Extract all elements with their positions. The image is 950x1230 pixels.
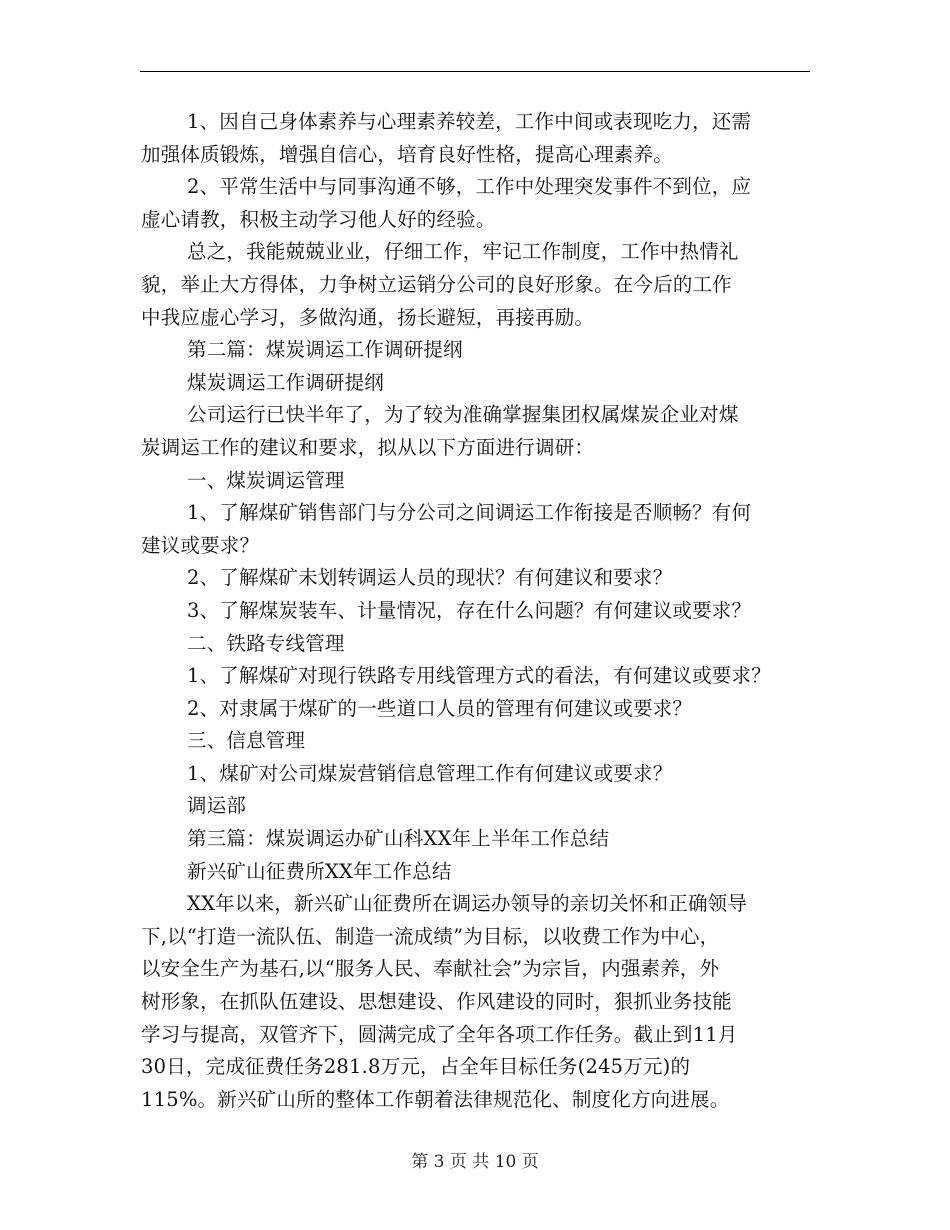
text-line: 建议或要求？ <box>141 533 260 557</box>
text-line: 加强体质锻炼，增强自信心，培育良好性格，提高心理素养。 <box>141 142 673 166</box>
text-line: 公司运行已快半年了，为了较为准确掌握集团权属煤炭企业对煤 <box>187 403 739 427</box>
text-line: 下,以“打造一流队伍、制造一流成绩”为目标，以收费工作为中心， <box>141 924 720 948</box>
text-line: 虚心请教，积极主动学习他人好的经验。 <box>141 207 496 231</box>
text-line: 二、铁路专线管理 <box>187 631 345 655</box>
text-line: 一、煤炭调运管理 <box>187 468 345 492</box>
text-line: 1、因自己身体素养与心理素养较差，工作中间或表现吃力，还需 <box>187 110 752 133</box>
text-line: 2、平常生活中与同事沟通不够，工作中处理突发事件不到位，应 <box>187 175 752 199</box>
text-line: 第三篇：煤炭调运办矿山科XX年上半年工作总结 <box>187 827 610 851</box>
text-line: 炭调运工作的建议和要求，拟从以下方面进行调研： <box>141 435 595 459</box>
document-body <box>141 106 821 1116</box>
text-line: 貌，举止大方得体，力争树立运销分公司的良好形象。在今后的工作 <box>141 272 733 296</box>
text-line: 1、了解煤矿销售部门与分公司之间调运工作衔接是否顺畅？有何 <box>187 501 752 525</box>
text-line: 调运部 <box>187 794 247 818</box>
text-line: 2、对隶属于煤矿的一些道口人员的管理有何建议或要求？ <box>187 696 693 720</box>
text-line: 2、了解煤矿未划转调运人员的现状？有何建议和要求？ <box>187 566 673 590</box>
text-line: 1、了解煤矿对现行铁路专用线管理方式的看法，有何建议或要求？ <box>187 664 771 688</box>
text-line: 新兴矿山征费所XX年工作总结 <box>187 859 452 883</box>
text-line: 中我应虚心学习，多做沟通，扬长避短，再接再励。 <box>141 305 595 329</box>
text-line: 第二篇：煤炭调运工作调研提纲 <box>187 338 463 362</box>
text-line: 115%。新兴矿山所的整体工作朝着法律规范化、制度化方向进展。 <box>141 1087 730 1111</box>
header-rule <box>140 71 810 72</box>
text-line: 煤炭调运工作调研提纲 <box>187 370 385 394</box>
text-line: 树形象，在抓队伍建设、思想建设、作风建设的同时，狠抓业务技能 <box>141 990 733 1014</box>
text-line: 1、煤矿对公司煤炭营销信息管理工作有何建议或要求？ <box>187 761 673 785</box>
text-line: 3、了解煤炭装车、计量情况，存在什么问题？有何建议或要求？ <box>187 598 752 622</box>
text-line: 总之，我能兢兢业业，仔细工作，牢记工作制度，工作中热情礼 <box>187 240 739 264</box>
text-line: 学习与提高，双管齐下，圆满完成了全年各项工作任务。截止到11月 <box>141 1022 738 1046</box>
text-line: 三、信息管理 <box>187 729 306 753</box>
page-footer: 第 3 页 共 10 页 <box>411 1152 539 1172</box>
text-line: XX年以来，新兴矿山征费所在调运办领导的亲切关怀和正确领导 <box>187 892 748 916</box>
text-line: 30日，完成征费任务281.8万元，占全年目标任务(245万元)的 <box>141 1055 691 1079</box>
text-line: 以安全生产为基石,以“服务人民、奉献社会”为宗旨，内强素养，外 <box>141 957 720 981</box>
